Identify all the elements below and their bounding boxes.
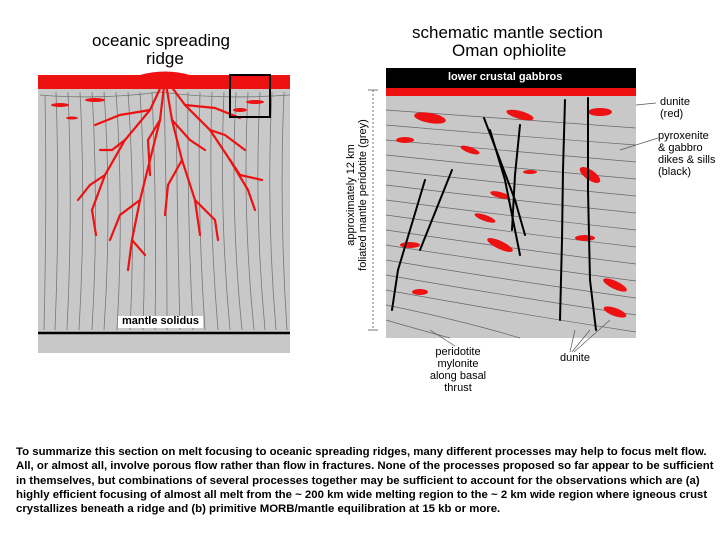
legend-pyroxenite-line1: pyroxenite (658, 130, 709, 142)
legend-pyroxenite-line2: & gabbro (658, 142, 703, 155)
legend-pyroxenite-line4: (black) (658, 166, 692, 179)
section-title-line1: schematic mantle section (412, 23, 603, 42)
caption-text: To summarize this section on melt focusing to oceanic spreading ridges, many different processes may help to focus melt flow. All, or almost all, involve porous flow rather than flow in fractures. None of the processes proposed so far appear to be sufficient in themselves, but combinations of several processes together may be sufficient to account for the observations which are (a) highly efficient focusing of almost all melt from the ~ 200 km wide melting region to the ~ 2 km wide region where igneous crust crystallizes beneath a ridge and (b) primitive MORB/mantle equilibration at 15 kb or more. (16, 446, 714, 515)
legend-dunite-line2: (red) (660, 108, 684, 121)
ridge-title-line1: oceanic spreading (92, 31, 230, 50)
mylonite-label-line4: thrust (444, 382, 472, 395)
mylonite-label-line3: along basal (429, 370, 487, 383)
mantle-solidus-label: mantle solidus (118, 316, 203, 328)
mylonite-label-line2: mylonite (437, 358, 479, 371)
ridge-title-line2: ridge (146, 49, 184, 68)
side-label (345, 110, 369, 280)
side-label-line1: approximately 12 km (345, 144, 357, 246)
gabbro-band-label: lower crustal gabbros (448, 71, 563, 83)
crust-red-band (386, 88, 636, 96)
legend-pyroxenite-line3: dikes & sills (658, 154, 716, 167)
side-label-line2: foliated mantle peridotite (grey) (357, 119, 370, 271)
legend-dunite-line1: dunite (660, 96, 690, 108)
section-title-line2: Oman ophiolite (452, 41, 567, 60)
mylonite-label (428, 346, 488, 394)
mylonite-label-line1: peridotite (435, 346, 481, 358)
scale-bar (368, 90, 378, 330)
dunite-bottom-label: dunite (560, 352, 590, 364)
legend-pyroxenite (658, 130, 715, 178)
legend-dunite (660, 96, 690, 120)
